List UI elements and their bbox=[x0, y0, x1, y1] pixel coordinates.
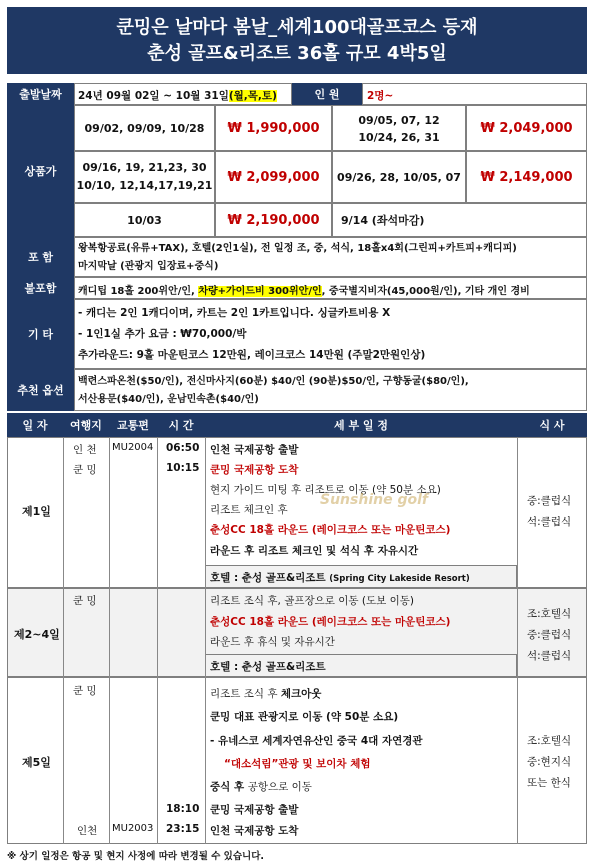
day5-meal-1: 조:호텔식 bbox=[527, 735, 572, 747]
day5-line-1b: 체크아웃 bbox=[280, 688, 322, 700]
day1-time-2: 10:15 bbox=[166, 462, 200, 474]
day5-line-6: 쿤밍 국제공항 출발 bbox=[210, 804, 299, 816]
day5-time-1: 18:10 bbox=[166, 803, 200, 815]
include-line-1: 왕복항공료(유류+TAX), 호텔(2인1실), 전 일정 조, 중, 석식, 18홀x4회(그린피+카트피+캐디피) bbox=[78, 243, 517, 254]
day1-meal-2: 석:클럽식 bbox=[527, 516, 572, 528]
day24-line-2: 춘성CC 18홀 라운드 (레이크코스 또는 마운틴코스) bbox=[210, 616, 451, 628]
day1-line-2: 쿤밍 국제공항 도착 bbox=[210, 464, 299, 476]
exclude-value bbox=[74, 277, 587, 299]
day24-meal-1: 조:호텔식 bbox=[527, 608, 572, 620]
price-dates-3: 09/16, 19, 21,23, 30 10/10, 12,14,17,19,21 bbox=[74, 151, 215, 203]
day1-flight: MU2004 bbox=[112, 442, 154, 453]
day1-label: 제1일 bbox=[22, 505, 51, 518]
day5-flight: MU2003 bbox=[112, 823, 154, 834]
day1-hotel-name: 호텔 : 춘성 골프&리조트 bbox=[210, 572, 326, 584]
col-line-4 bbox=[205, 437, 206, 844]
th-place: 여행지 bbox=[63, 413, 109, 437]
day5-line-3: - 유네스코 세계자연유산인 중국 4대 자연경관 bbox=[210, 735, 423, 747]
depart-weekdays: (월,목,토) bbox=[228, 90, 277, 102]
day24-meal-2: 중:클럽식 bbox=[527, 629, 572, 641]
day5-line-5a: 중식 후 bbox=[210, 781, 248, 793]
exclude-vehicle: 차량+가이드비 300위안/인 bbox=[198, 286, 322, 297]
th-day: 일 자 bbox=[7, 413, 63, 437]
include-label: 포 함 bbox=[7, 237, 74, 277]
day1-line-4: 리조트 체크인 후 bbox=[210, 504, 288, 516]
day1-line-3: 현지 가이드 미팅 후 리조트로 이동 (약 50분 소요) bbox=[210, 484, 441, 496]
exclude-label: 불포함 bbox=[7, 277, 74, 299]
day1-line-1: 인천 국제공항 출발 bbox=[210, 444, 299, 456]
day5-meal-3: 또는 한식 bbox=[527, 777, 571, 789]
day24-line-3: 라운드 후 휴식 및 자유시간 bbox=[210, 636, 335, 648]
include-value bbox=[74, 237, 587, 277]
price-dates-6: 9/14 (좌석마감) bbox=[332, 203, 587, 237]
day1-hotel bbox=[210, 570, 470, 585]
col-line-2 bbox=[109, 437, 110, 844]
title-line-1: 쿤밍은 날마다 봄날_세계100대골프코스 등재 bbox=[116, 17, 478, 38]
depart-label: 출발날짜 bbox=[7, 83, 74, 105]
day1-meal-1: 중:클럽식 bbox=[527, 495, 572, 507]
depart-dates: 24년 09월 02일 ~ 10월 31일 bbox=[78, 90, 229, 102]
col-line-1 bbox=[63, 437, 64, 844]
day1-place-2: 쿤 밍 bbox=[73, 464, 97, 476]
col-line-5 bbox=[517, 437, 518, 844]
day24-label: 제2~4일 bbox=[14, 628, 60, 641]
title-banner bbox=[7, 7, 587, 74]
exclude-rest: , 중국별지비자(45,000원/인), 기타 개인 경비 bbox=[321, 286, 530, 297]
etc-label: 기 타 bbox=[7, 299, 74, 369]
day5-meal-2: 중:현지식 bbox=[527, 756, 572, 768]
day1-place-1: 인 천 bbox=[73, 444, 97, 456]
etc-line-1: - 캐디는 2인 1캐디이며, 카트는 2인 1카트입니다. 싱글카트비용 X bbox=[78, 307, 391, 319]
day24-line-1: 리조트 조식 후, 골프장으로 이동 (도보 이동) bbox=[210, 595, 414, 607]
price-5: ₩ 2,190,000 bbox=[215, 203, 332, 237]
day5-line-4: “대소석림”관광 및 보이차 체험 bbox=[224, 758, 371, 770]
price-4: ₩ 2,149,000 bbox=[466, 151, 587, 203]
etc-value bbox=[74, 299, 587, 369]
include-line-2: 마지막날 (관광지 입장료+중식) bbox=[78, 261, 219, 272]
title-line-2: 춘성 골프&리조트 36홀 규모 4박5일 bbox=[147, 43, 447, 64]
day1-hotel-en: (Spring City Lakeside Resort) bbox=[329, 574, 470, 584]
day1-line-5: 춘성CC 18홀 라운드 (레이크코스 또는 마운틴코스) bbox=[210, 524, 451, 536]
etc-line-3: 추가라운드: 9홀 마운틴코스 12만원, 레이크코스 14만원 (주말2만원인상) bbox=[78, 349, 426, 361]
option-value bbox=[74, 369, 587, 411]
day24-meal-3: 석:클럽식 bbox=[527, 650, 572, 662]
day5-label: 제5일 bbox=[22, 756, 51, 769]
th-time: 시 간 bbox=[157, 413, 205, 437]
day5-time-2: 23:15 bbox=[166, 823, 200, 835]
day5-line-1 bbox=[210, 686, 321, 701]
day5-place-1: 쿤 밍 bbox=[73, 685, 97, 697]
day5-line-5b: 공항으로 이동 bbox=[247, 781, 312, 793]
day1-time-1: 06:50 bbox=[166, 442, 200, 454]
people-label: 인 원 bbox=[292, 83, 362, 105]
people-value: 2명~ bbox=[362, 83, 587, 105]
footnote: ※ 상기 일정은 항공 및 현지 사정에 따라 변경될 수 있습니다. bbox=[7, 851, 264, 862]
price-dates-4: 09/26, 28, 10/05, 07 bbox=[332, 151, 466, 203]
option-label: 추천 옵션 bbox=[7, 369, 74, 411]
day5-line-5 bbox=[210, 779, 312, 794]
option-line-2: 서산용문($40/인), 운남민속촌($40/인) bbox=[78, 394, 259, 405]
price-dates-5: 10/03 bbox=[74, 203, 215, 237]
price-2: ₩ 2,049,000 bbox=[466, 105, 587, 151]
day5-line-7: 인천 국제공항 도착 bbox=[210, 825, 299, 837]
price-dates-2: 09/05, 07, 12 10/24, 26, 31 bbox=[332, 105, 466, 151]
th-schedule: 세 부 일 정 bbox=[205, 413, 517, 437]
exclude-caddy: 캐디팁 18홀 200위안/인, bbox=[78, 286, 199, 297]
watermark: Sunshine golf bbox=[320, 492, 428, 508]
day5-place-2: 인천 bbox=[77, 825, 98, 837]
col-line-3 bbox=[157, 437, 158, 844]
etc-line-2: - 1인1실 추가 요금 : ₩70,000/박 bbox=[78, 328, 247, 340]
day24-place: 쿤 밍 bbox=[73, 595, 97, 607]
price-label: 상품가 bbox=[7, 105, 74, 237]
price-3: ₩ 2,099,000 bbox=[215, 151, 332, 203]
day1-line-6: 라운드 후 리조트 체크인 및 석식 후 자유시간 bbox=[210, 545, 419, 557]
option-line-1: 백련스파온천($50/인), 전신마사지(60분) $40/인 (90분)$50/인, 구향동굴($80/인), bbox=[78, 376, 469, 387]
day24-hotel: 호텔 : 춘성 골프&리조트 bbox=[210, 661, 326, 673]
price-dates-1: 09/02, 09/09, 10/28 bbox=[74, 105, 215, 151]
th-transport: 교통편 bbox=[109, 413, 157, 437]
day5-line-2: 쿤밍 대표 관광지로 이동 (약 50분 소요) bbox=[210, 711, 399, 723]
depart-value bbox=[74, 83, 292, 105]
price-1: ₩ 1,990,000 bbox=[215, 105, 332, 151]
th-meal: 식 사 bbox=[517, 413, 587, 437]
day5-line-1a: 리조트 조식 후 bbox=[210, 688, 281, 700]
